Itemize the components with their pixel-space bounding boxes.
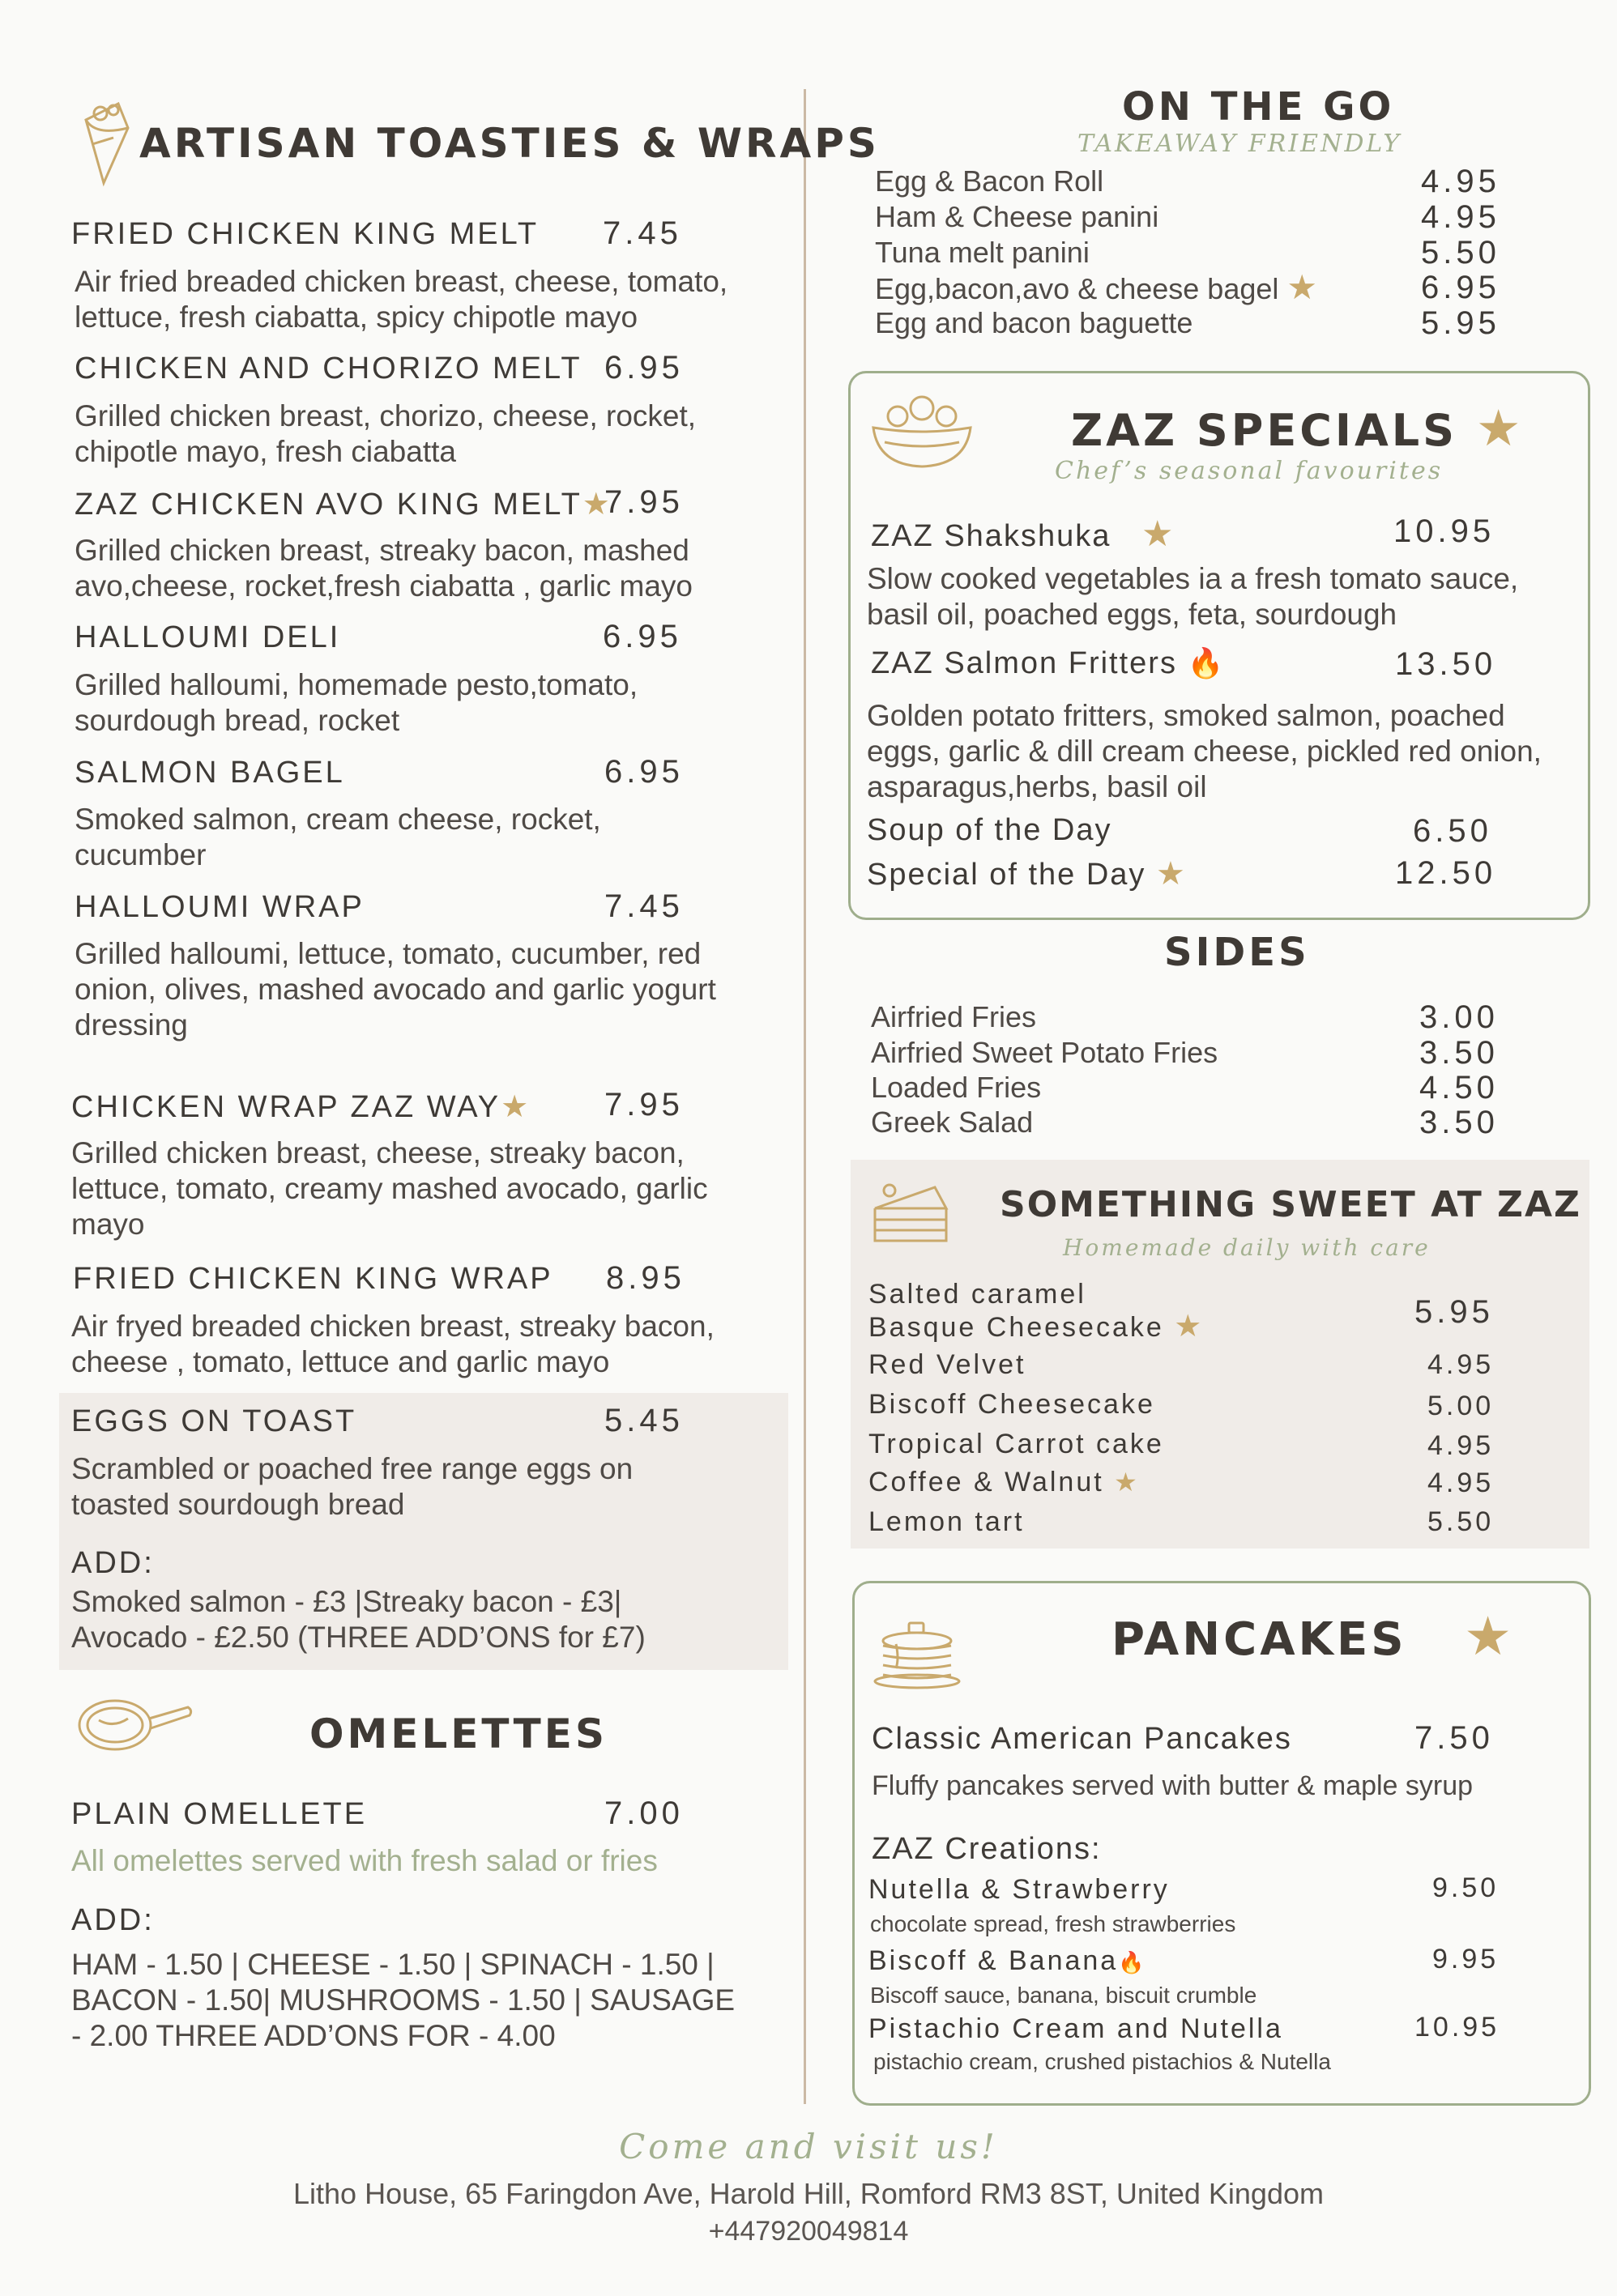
list-item-price: 4.95	[1421, 164, 1500, 199]
item-price: 6.95	[604, 754, 684, 790]
item-name-text: CHICKEN WRAP ZAZ WAY	[71, 1090, 501, 1124]
side-name: Greek Salad	[871, 1105, 1034, 1139]
creation-description: pistachio cream, crushed pistachios & Nutella	[873, 2049, 1331, 2074]
dessert-name: Tropical Carrot cake	[868, 1429, 1164, 1459]
add-options: Smoked salmon - £3 |Streaky bacon - £3| Avocado - £2.50 (THREE ADD’ONS for £7)	[71, 1585, 646, 1654]
dessert-price: 4.95	[1427, 1430, 1495, 1461]
list-item-price: 5.50	[1421, 235, 1500, 270]
item-description: Grilled halloumi, homemade pesto,tomato, sourdough bread, rocket	[75, 668, 638, 737]
star-icon: ★	[1141, 514, 1175, 554]
creation-name-text: Biscoff & Banana	[868, 1945, 1119, 1976]
item-description: Grilled halloumi, lettuce, tomato, cucumber, red onion, olives, mashed avocado and garlic yogurt dressing	[75, 937, 716, 1042]
item-name: FRIED CHICKEN KING WRAP	[73, 1262, 553, 1296]
dessert-name	[868, 1278, 1204, 1344]
dessert-name	[868, 1467, 1140, 1498]
special-name-text: Special of the Day	[867, 858, 1146, 892]
special-price: 12.50	[1395, 855, 1497, 891]
side-name: Airfried Sweet Potato Fries	[871, 1036, 1218, 1069]
item-description: Air fryed breaded chicken breast, streaky bacon, cheese , tomato, lettuce and garlic mayo	[71, 1310, 715, 1378]
item-description: Grilled chicken breast, chorizo, cheese, rocket, chipotle mayo, fresh ciabatta	[75, 399, 697, 468]
salad-bowl-icon	[868, 394, 975, 471]
pancake-stack-icon	[872, 1612, 962, 1689]
footer-address: Litho House, 65 Faringdon Ave, Harold Hill, Romford RM3 8ST, United Kingdom	[293, 2177, 1324, 2210]
specials-subtitle: Chef’s seasonal favourites	[1055, 457, 1444, 485]
pancake-price: 7.50	[1414, 1720, 1494, 1756]
footer-phone: +447920049814	[708, 2216, 909, 2247]
special-price: 10.95	[1393, 513, 1495, 549]
item-description: Grilled chicken breast, cheese, streaky bacon, lettuce, tomato, creamy mashed avocado, garlic mayo	[71, 1136, 708, 1241]
fire-icon: 🔥	[1118, 1950, 1147, 1974]
item-price: 5.45	[604, 1403, 684, 1438]
column-divider	[804, 89, 806, 2104]
list-item-name: Tuna melt panini	[875, 236, 1090, 269]
omelette-note: All omelettes served with fresh salad or fries	[71, 1844, 658, 1877]
item-price: 6.95	[604, 350, 684, 386]
special-description: Slow cooked vegetables ia a fresh tomato sauce, basil oil, poached eggs, feta, sourdough	[867, 562, 1519, 631]
star-icon: ★	[1464, 1605, 1516, 1668]
list-item-name: Egg and bacon baguette	[875, 306, 1193, 339]
list-item-price: 4.95	[1421, 199, 1500, 235]
item-price: 7.00	[604, 1795, 684, 1831]
wrap-icon	[71, 96, 136, 193]
item-price: 7.95	[604, 484, 684, 520]
side-name: Airfried Fries	[871, 1000, 1037, 1033]
item-description: Scrambled or poached free range eggs on toasted sourdough bread	[71, 1452, 634, 1521]
pancakes-title-text: PANCAKES	[1111, 1613, 1407, 1666]
pancake-description: Fluffy pancakes served with butter & maple syrup	[872, 1770, 1474, 1801]
special-name-text: ZAZ Salmon Fritters	[871, 646, 1177, 680]
item-price: 7.45	[603, 215, 682, 251]
list-item-text: Egg,bacon,avo & cheese bagel	[875, 272, 1279, 305]
list-item-name: Ham & Cheese panini	[875, 200, 1159, 233]
dessert-name-text: Basque Cheesecake	[868, 1312, 1164, 1343]
item-price: 7.45	[604, 888, 684, 924]
star-icon: ★	[1114, 1467, 1140, 1497]
pan-icon	[75, 1693, 196, 1757]
star-icon: ★	[1286, 268, 1318, 306]
side-price: 3.50	[1419, 1035, 1499, 1071]
dessert-name-line1: Salted caramel	[868, 1279, 1086, 1310]
sweet-title: SOMETHING SWEET AT ZAZ	[1000, 1184, 1581, 1225]
item-name	[71, 1088, 531, 1125]
fire-icon: 🔥	[1187, 646, 1226, 679]
dessert-name: Lemon tart	[868, 1506, 1025, 1537]
add-label: ADD:	[71, 1546, 155, 1580]
pancake-name: Classic American Pancakes	[872, 1722, 1292, 1756]
special-description: Golden potato fritters, smoked salmon, poached eggs, garlic & dill cream cheese, pickled red onion, asparagus,herbs, basil oil	[867, 699, 1542, 803]
item-name: HALLOUMI DELI	[75, 620, 341, 654]
special-price: 13.50	[1395, 646, 1497, 682]
special-name	[871, 646, 1225, 681]
dessert-price: 5.50	[1427, 1506, 1495, 1537]
dessert-price: 5.95	[1414, 1294, 1494, 1330]
item-price: 6.95	[603, 619, 682, 654]
special-name-text: ZAZ Shakshuka	[871, 519, 1111, 553]
specials-title-text: ZAZ SPECIALS	[1071, 405, 1458, 456]
item-name-text: ZAZ CHICKEN AVO KING MELT	[75, 488, 582, 522]
sides-title: SIDES	[1164, 930, 1310, 975]
side-price: 3.00	[1419, 999, 1499, 1035]
list-item-price: 5.95	[1421, 305, 1500, 341]
list-item-price: 6.95	[1421, 270, 1500, 305]
item-name: HALLOUMI WRAP	[75, 890, 365, 924]
add-label: ADD:	[71, 1903, 155, 1937]
creation-price: 9.95	[1432, 1944, 1500, 1974]
add-options: HAM - 1.50 | CHEESE - 1.50 | SPINACH - 1.50 | BACON - 1.50| MUSHROOMS - 1.50 | SAUSAGE - 2.00 THREE ADD’ONS FOR - 4.00	[71, 1948, 736, 2052]
dessert-price: 5.00	[1427, 1391, 1495, 1421]
dessert-name-line2	[868, 1310, 1204, 1344]
creation-name: Nutella & Strawberry	[868, 1874, 1170, 1905]
special-name	[867, 855, 1187, 892]
item-price: 8.95	[606, 1260, 685, 1296]
dessert-name: Red Velvet	[868, 1349, 1026, 1380]
list-item-name: Egg & Bacon Roll	[875, 164, 1104, 198]
side-price: 4.50	[1419, 1070, 1499, 1105]
special-name: Soup of the Day	[867, 813, 1112, 847]
star-icon: ★	[1174, 1310, 1205, 1344]
cake-slice-icon	[870, 1176, 951, 1249]
on-the-go-title: ON THE GO	[1122, 84, 1395, 130]
dessert-name: Biscoff Cheesecake	[868, 1389, 1155, 1420]
star-icon: ★	[582, 488, 612, 522]
creation-name: Pistachio Cream and Nutella	[868, 2013, 1283, 2044]
pancakes-title	[1111, 1605, 1515, 1668]
footer-tagline: Come and visit us!	[619, 2127, 998, 2166]
item-name: PLAIN OMELLETE	[71, 1797, 368, 1831]
creation-description: chocolate spread, fresh strawberries	[870, 1911, 1236, 1936]
creations-label: ZAZ Creations:	[872, 1832, 1102, 1866]
dessert-price: 4.95	[1427, 1349, 1495, 1380]
item-name: EGGS ON TOAST	[71, 1404, 357, 1438]
on-the-go-subtitle: TAKEAWAY FRIENDLY	[1077, 130, 1402, 158]
item-name	[75, 486, 612, 522]
list-item-name	[875, 270, 1317, 307]
item-description: Grilled chicken breast, streaky bacon, mashed avo,cheese, rocket,fresh ciabatta , garlic mayo	[75, 534, 693, 603]
creation-description: Biscoff sauce, banana, biscuit crumble	[870, 1983, 1257, 2008]
omelettes-title: OMELETTES	[309, 1710, 608, 1757]
dessert-price: 4.95	[1427, 1467, 1495, 1498]
sweet-subtitle: Homemade daily with care	[1063, 1234, 1431, 1261]
star-icon: ★	[1155, 856, 1187, 892]
special-price: 6.50	[1413, 813, 1492, 849]
item-name: SALMON BAGEL	[75, 756, 345, 790]
creation-name	[868, 1945, 1147, 1977]
creation-price: 9.50	[1432, 1872, 1500, 1903]
dessert-name-text: Coffee & Walnut	[868, 1467, 1104, 1497]
item-name: FRIED CHICKEN KING MELT	[71, 217, 540, 251]
creation-price: 10.95	[1414, 2012, 1500, 2043]
item-name: CHICKEN AND CHORIZO MELT	[75, 351, 582, 386]
item-description: Smoked salmon, cream cheese, rocket, cucumber	[75, 803, 601, 871]
star-icon: ★	[501, 1090, 531, 1124]
star-icon: ★	[1475, 398, 1525, 458]
side-price: 3.50	[1419, 1105, 1499, 1140]
item-price: 7.95	[604, 1087, 684, 1122]
side-name: Loaded Fries	[871, 1071, 1042, 1104]
toasties-title: ARTISAN TOASTIES & WRAPS	[139, 120, 880, 167]
special-name	[871, 513, 1175, 555]
item-description: Air fried breaded chicken breast, cheese, tomato, lettuce, fresh ciabatta, spicy chipotle mayo	[75, 265, 728, 334]
specials-title	[1071, 398, 1524, 458]
